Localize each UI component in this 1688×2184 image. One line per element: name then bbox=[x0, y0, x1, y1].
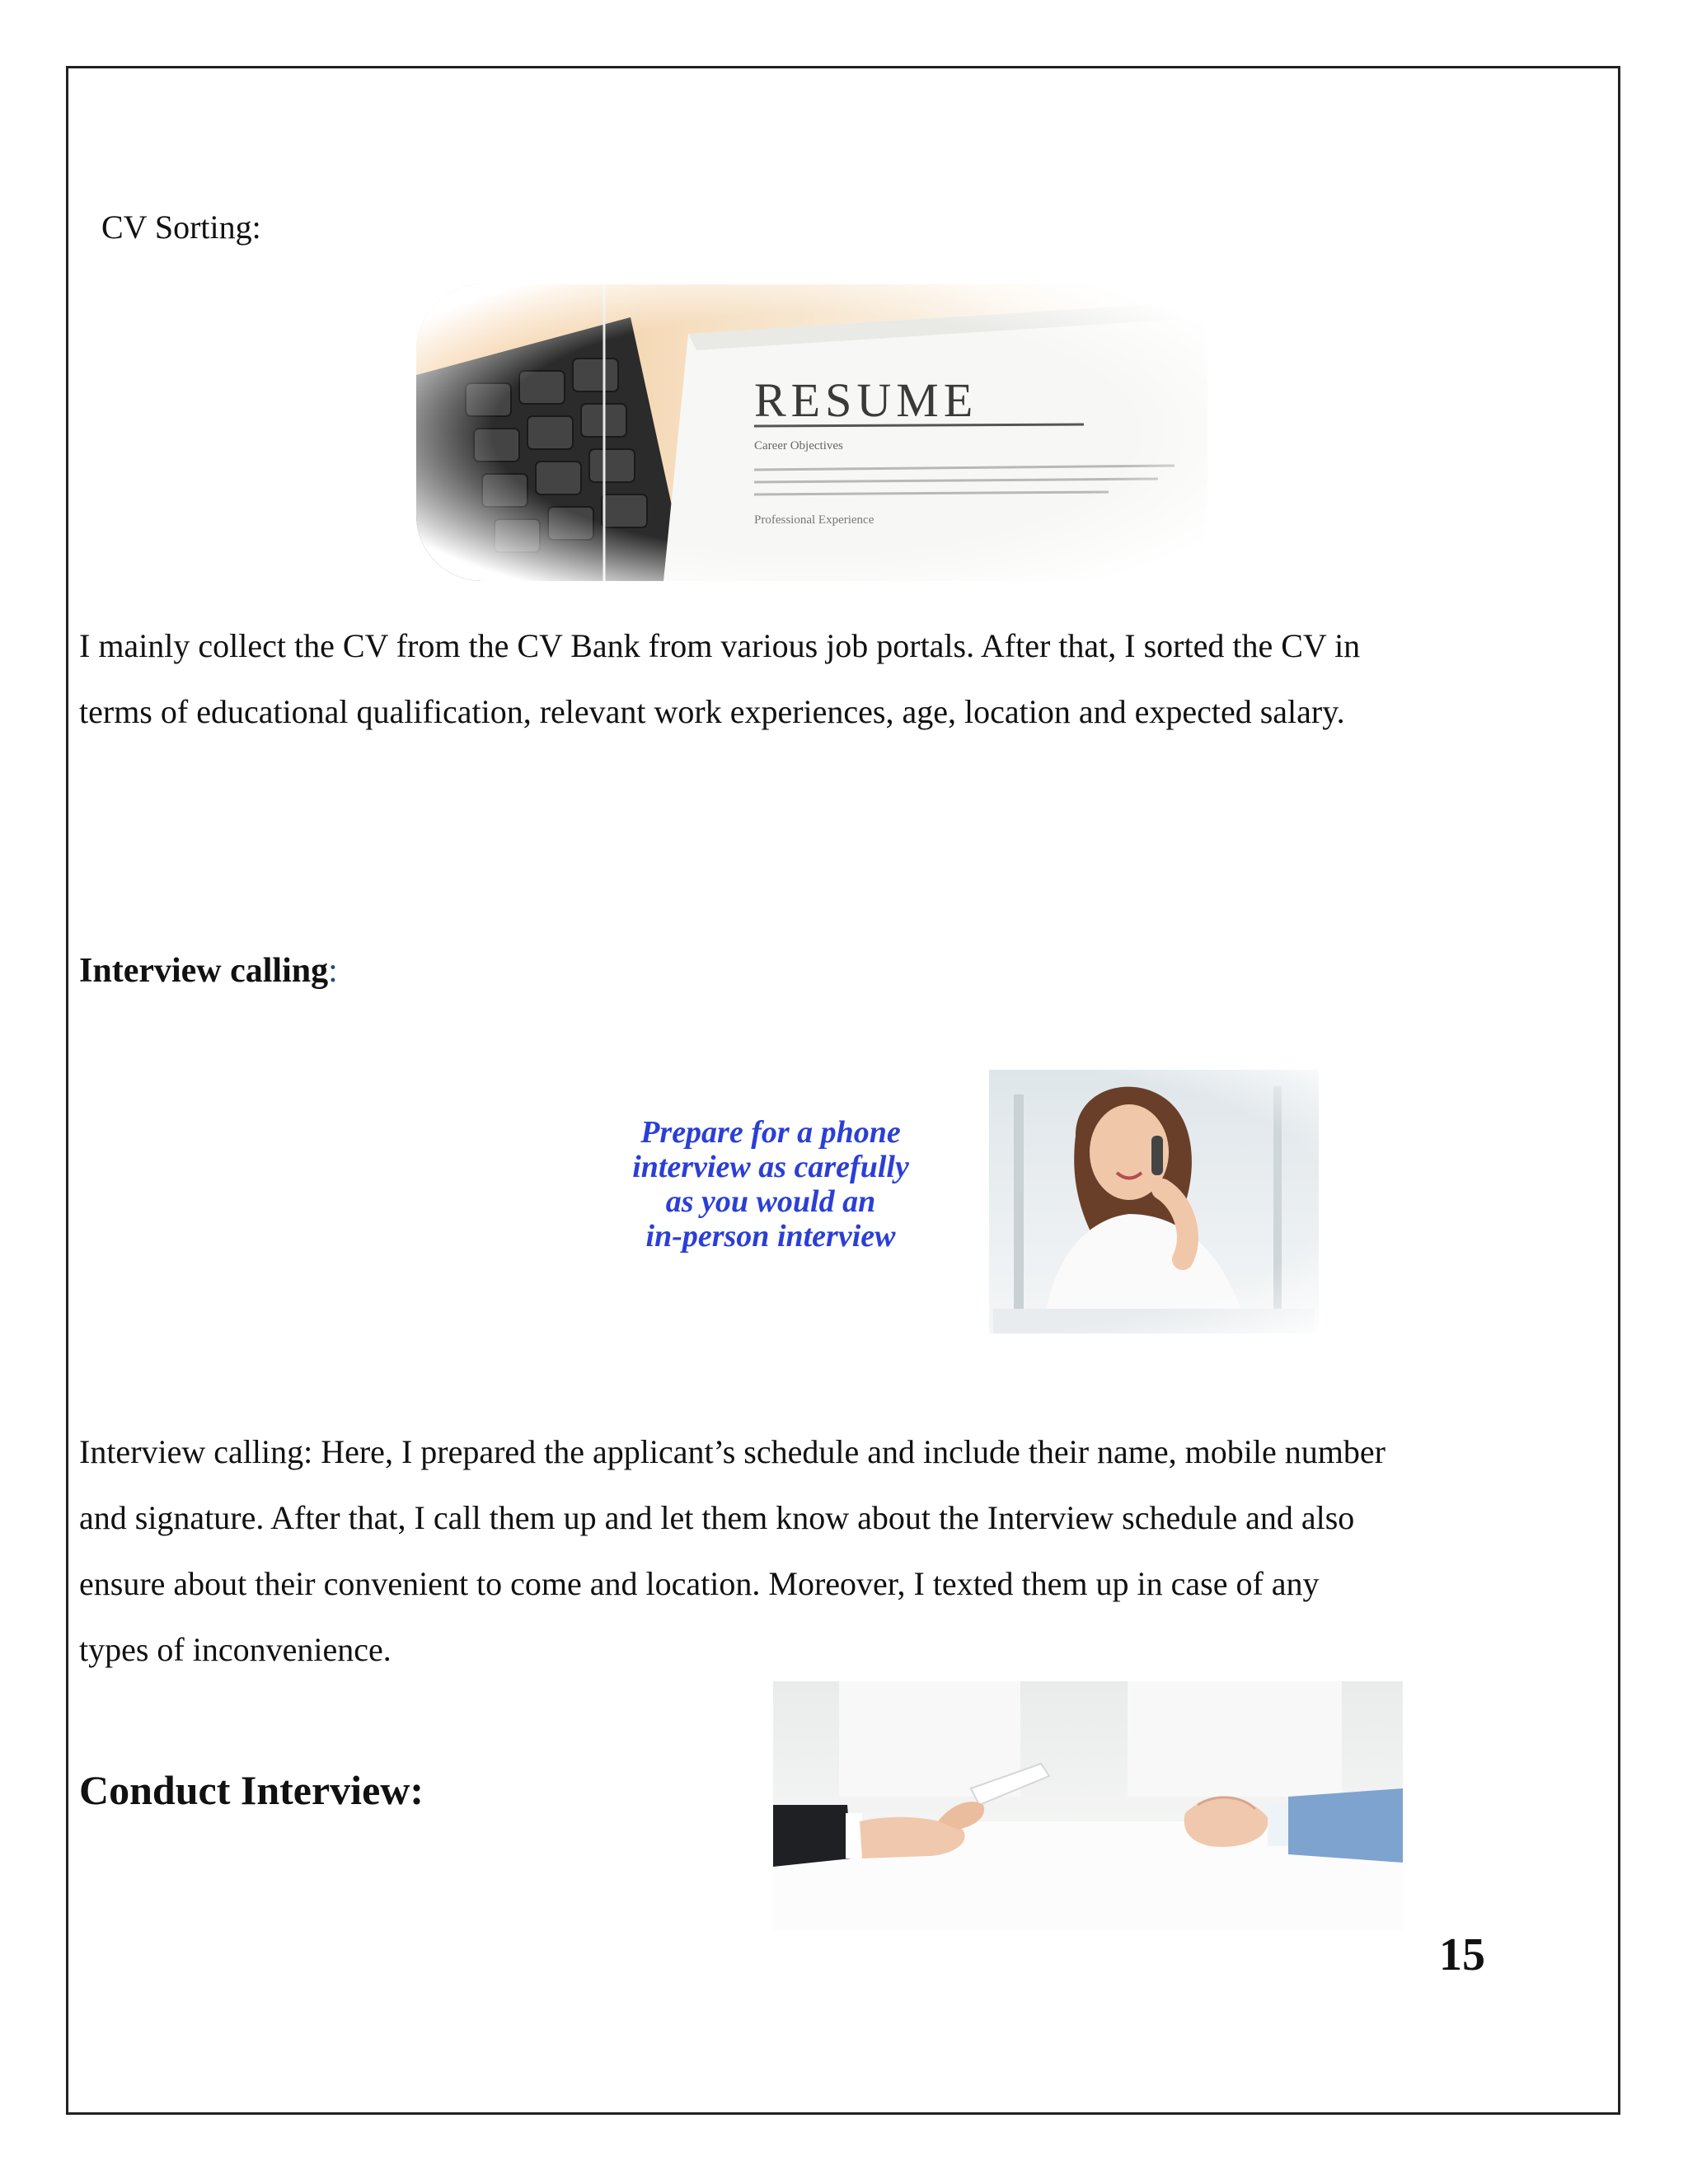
handshake-image bbox=[773, 1681, 1403, 1930]
interview-calling-line-4: types of inconvenience. bbox=[79, 1631, 392, 1668]
cv-sorting-heading: CV Sorting: bbox=[101, 209, 261, 246]
interview-calling-heading bbox=[79, 946, 338, 996]
interview-calling-heading-colon: : bbox=[328, 952, 338, 990]
cv-sorting-line-1: I mainly collect the CV from the CV Bank from various job portals. After that, I sorted the CV in bbox=[79, 627, 1361, 664]
resume-image bbox=[416, 284, 1207, 581]
resume-illustration bbox=[416, 284, 1207, 581]
cv-sorting-line-2: terms of educational qualification, relevant work experiences, age, location and expected salary. bbox=[79, 693, 1345, 730]
interview-calling-line-1: Interview calling: Here, I prepared the applicant’s schedule and include their name, mobile number bbox=[79, 1433, 1386, 1470]
interview-calling-line-2: and signature. After that, I call them up and let them know about the Interview schedule and also bbox=[79, 1499, 1355, 1536]
interview-calling-line-3: ensure about their convenient to come and location. Moreover, I texted them up in case of any bbox=[79, 1565, 1320, 1602]
conduct-interview-heading: Conduct Interview: bbox=[79, 1767, 424, 1813]
interview-hands-illustration bbox=[773, 1681, 1403, 1930]
phone-interview-image bbox=[416, 1037, 1393, 1358]
phone-interview-illustration bbox=[416, 1037, 1393, 1358]
interview-calling-heading-text: Interview calling bbox=[79, 952, 329, 990]
page-number: 15 bbox=[1439, 1929, 1485, 1980]
